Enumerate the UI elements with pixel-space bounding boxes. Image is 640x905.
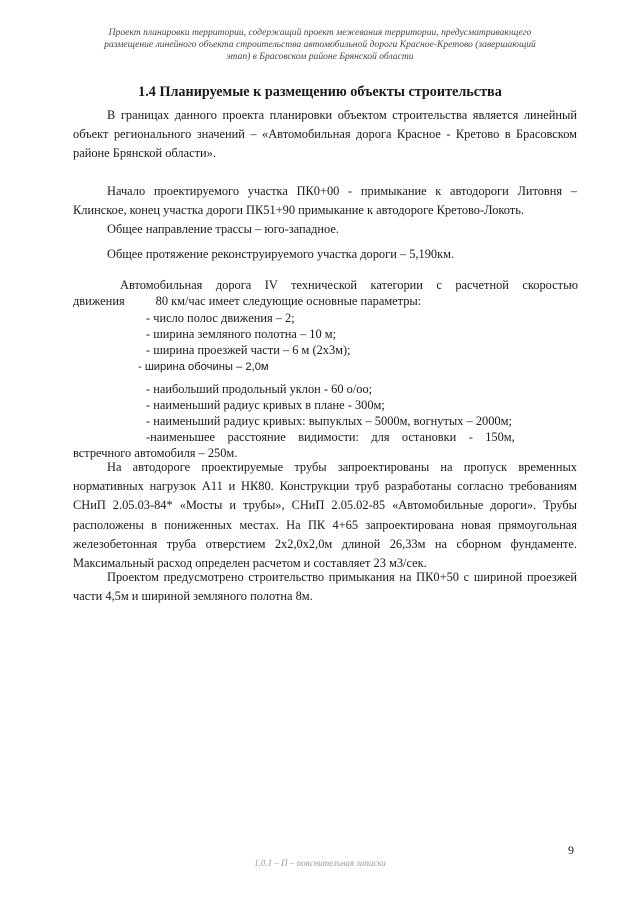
- param-subgrade-width: - ширина земляного полотна – 10 м;: [146, 327, 337, 341]
- param-min-plan-radius: - наименьший радиус кривых в плане - 300м;: [146, 398, 385, 412]
- param-min-curve-radius: - наименьший радиус кривых: выпуклых – 5000м, вогнутых – 2000м;: [146, 414, 512, 428]
- section-title: 1.4 Планируемые к размещению объекты строительства: [138, 84, 502, 100]
- param-roadway-width: - ширина проезжей части – 6 м (2х3м);: [146, 343, 351, 357]
- page-number: 9: [568, 843, 574, 857]
- running-footer: 1.0.1 – П – пояснительная записка: [254, 858, 386, 868]
- param-max-grade: - наибольший продольный уклон - 60 о/оо;: [146, 382, 373, 396]
- paragraph-route-start-end: Начало проектируемого участка ПК0+00 - примыкание к автодороги Литовня – Клинское, конец участка дороги ПК51+90 примыкание к автодороге Кретово-Локоть.: [73, 184, 577, 218]
- running-header: [60, 27, 580, 64]
- header-line-2: размещение линейного объекта строительства автомобильной дороги Красное-Кретово (завершающий: [104, 39, 536, 51]
- header-line-3: этап) в Брасовском районе Брянской области: [226, 51, 414, 63]
- param-sight-distance-cont: встречного автомобиля – 250м.: [73, 446, 238, 460]
- paragraph-culverts: На автодороге проектируемые трубы запроектированы на пропуск временных нормативных нагрузок А11 и НК80. Конструкции труб разработаны согласно требованиям СНиП 2.05.03-84* «Мосты и трубы», СНиП 2.05.02-85 «Автомобильные дороги». Трубы расположены в пониженных местах. На ПК 4+65 запроектирована новая прямоугольная железобетонная труба отверстием 2х2,0х2,0м длиной 26,33м на сборном фундаменте. Максимальный расход определен расчетом и составляет 23 м3/сек.: [73, 460, 577, 571]
- paragraph-road-category: Автомобильная дорога IV технической категории с расчетной скоростью: [120, 278, 578, 292]
- param-sight-distance: -наименьшее расстояние видимости: для остановки - 150м,: [146, 430, 515, 444]
- header-line-1: Проект планировки территории, содержащий проект межевания территории, предусматривающего: [108, 27, 532, 38]
- paragraph-road-speed: движения 80 км/час имеет следующие основные параметры:: [73, 294, 422, 308]
- param-shoulder-width: - ширина обочины – 2,0м: [138, 361, 269, 373]
- paragraph-object: В границах данного проекта планировки объектом строительства является линейный объект регионального значений – «Автомобильная дорога Красное - Кретово в Брасовском районе Брянской области».: [73, 108, 577, 161]
- paragraph-junction: Проектом предусмотрено строительство примыкания на ПК0+50 с шириной проезжей части 4,5м и шириной земляного полотна 8м.: [73, 570, 577, 604]
- paragraph-direction: Общее направление трассы – юго-западное.: [107, 222, 339, 236]
- paragraph-length: Общее протяжение реконструируемого участка дороги – 5,190км.: [107, 247, 455, 261]
- param-lanes: - число полос движения – 2;: [146, 311, 295, 325]
